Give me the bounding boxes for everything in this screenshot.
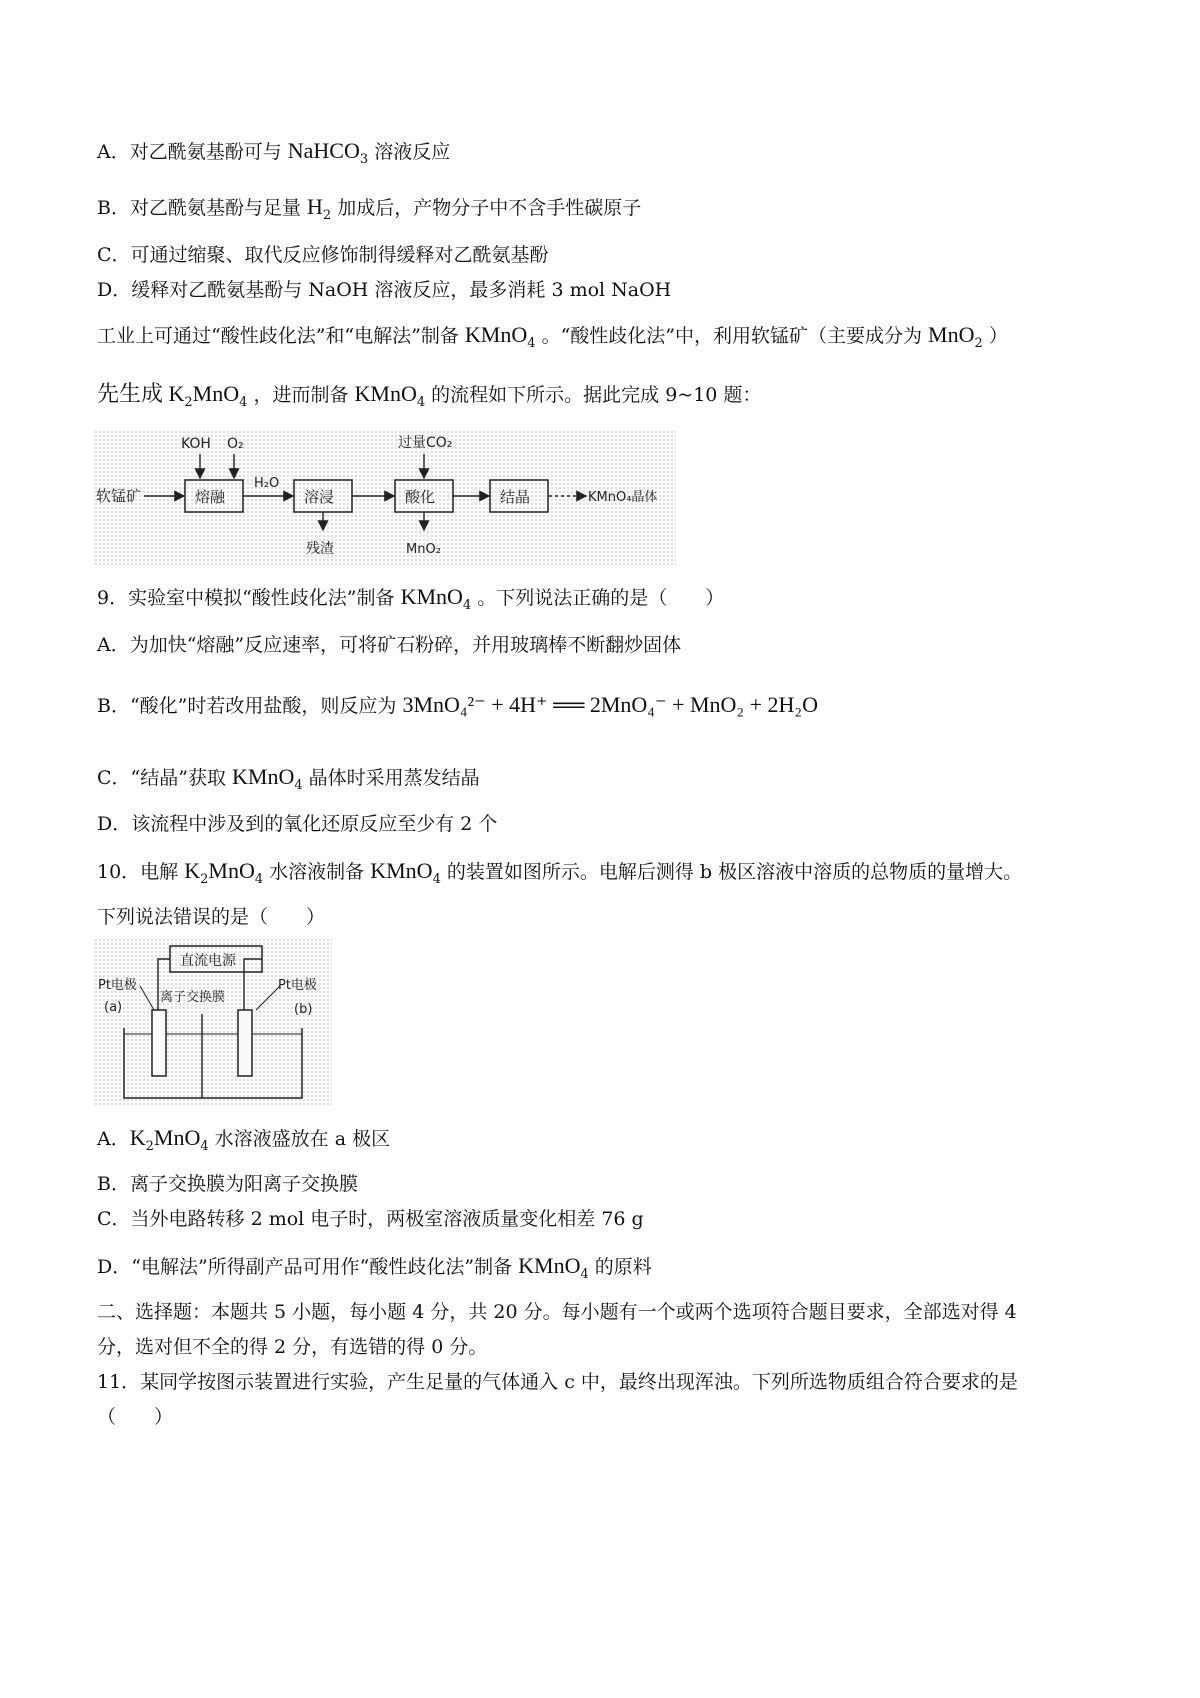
membrane-label: 离子交换膜 [160,990,226,1005]
left-electrode-tag: (a) [104,1000,123,1015]
q10-option-a: A．$K_2MnO_4$ 水溶液盛放在 a 极区 [97,1125,391,1154]
flow-box-leach-label: 溶浸 [304,488,335,506]
flow-water-label: H₂O [254,476,280,491]
left-electrode-label: Pt电极 [98,978,137,993]
intro-line-2: 先生成 $K_2MnO_4$ ，进而制备 KMnO$_4$ 的流程如下所示。据此完成 9~10 题： [97,381,762,410]
q11-answer-parens: （ ） [97,1406,174,1428]
flow-box-acidify-label: 酸化 [405,488,436,506]
electrode-a [152,1010,166,1076]
q10-stem-line-1: 10．电解 $K_2MnO_4$ 水溶液制备 KMnO$_4$ 的装置如图所示。电解后测得 b 极区溶液中溶质的总物质的量增大。 [97,858,1023,887]
q9-option-c: C．“结晶”获取 KMnO$_4$ 晶体时采用蒸发结晶 [97,764,480,793]
flow-co2-label: 过量CO₂ [398,435,453,451]
right-electrode-tag: (b) [294,1002,313,1017]
flow-residue-label: 残渣 [306,541,334,557]
q9-stem: 9．实验室中模拟“酸性歧化法”制备 KMnO$_4$ 。下列说法正确的是（ ） [97,584,725,613]
q9-equation: 3MnO₄²⁻ + 4H⁺ ══ 2MnO₄⁻ + MnO₂ + 2H₂O [402,692,818,717]
q8-option-b: B．对乙酰氨基酚与足量 $H_2$ 加成后，产物分子中不含手性碳原子 [97,194,642,223]
section2-instructions-line-1: 二、选择题：本题共 5 小题，每小题 4 分，共 20 分。每小题有一个或两个选项符合题目要求，全部选对得 4 [97,1301,1017,1323]
q10-option-c: C．当外电路转移 2 mol 电子时，两极室溶液质量变化相差 76 g [97,1208,644,1230]
q8-option-d: D．缓释对乙酰氨基酚与 NaOH 溶液反应，最多消耗 3 mol NaOH [97,279,672,301]
flow-input-o2: O₂ [227,436,244,452]
right-label-pointer [256,986,280,1010]
section2-instructions-line-2: 分，选对但不全的得 2 分，有选错的得 0 分。 [97,1336,488,1358]
intro-line-1: 工业上可通过“酸性歧化法”和“电解法”制备 KMnO$_4$ 。“酸性歧化法”中，利用软锰矿（主要成分为 MnO$_2$ ） [97,322,1008,351]
right-electrode-label: Pt电极 [278,978,317,993]
process-flow-diagram [94,430,676,566]
q10-stem-line-2: 下列说法错误的是（ ） [97,906,326,928]
cell-tank [124,1028,302,1098]
power-supply-label: 直流电源 [180,953,236,969]
q9-option-d: D．该流程中涉及到的氧化还原反应至少有 2 个 [97,813,498,835]
wire-right [244,959,262,1010]
q8-option-a: A．对乙酰氨基酚可与 NaHCO$_3$ 溶液反应 [97,138,451,167]
flow-box-crystallize-label: 结晶 [500,488,531,506]
q10-option-b: B．离子交换膜为阳离子交换膜 [97,1173,358,1195]
flow-input-koh: KOH [181,436,211,452]
q10-option-d: D．“电解法”所得副产品可用作“酸性歧化法”制备 KMnO$_4$ 的原料 [97,1253,652,1282]
flow-product-label: KMnO₄晶体 [588,490,658,505]
electrolysis-cell-diagram [94,938,332,1106]
q9-option-b: B．“酸化”时若改用盐酸，则反应为 3MnO₄²⁻ + 4H⁺ ══ 2MnO₄⁻ + MnO₂ + 2H₂O [97,692,818,717]
flow-mno2-label: MnO₂ [406,542,441,557]
q8-option-c: C．可通过缩聚、取代反应修饰制得缓释对乙酰氨基酚 [97,244,549,266]
flow-start-label: 软锰矿 [96,487,142,505]
q9-option-a: A．为加快“熔融”反应速率，可将矿石粉碎，并用玻璃棒不断翻炒固体 [97,634,682,656]
flow-box-melt-label: 熔融 [195,488,226,506]
q11-stem: 11．某同学按图示装置进行实验，产生足量的气体通入 c 中，最终出现浑浊。下列所选物质组合符合要求的是 [97,1371,1018,1393]
left-label-pointer [140,986,154,1010]
electrode-b [238,1010,252,1076]
